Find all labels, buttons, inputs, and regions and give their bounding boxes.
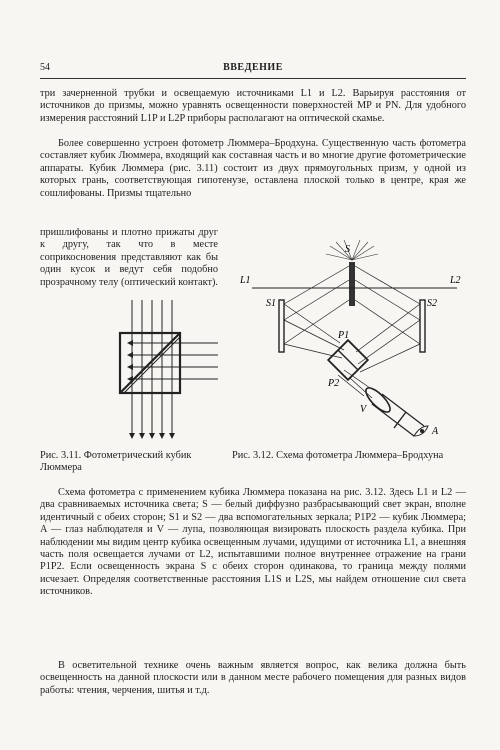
paragraph-2: Более совершенно устроен фотометр Люммера–Бродхуна. Существенную часть фотометра составляет кубик Люммера, входящий как составная часть и во многие другие фотометрические аппараты. Кубик Люммера (рис. 3.11) состоит из двух прямоугольных призм, у одной из которых грань, соответствующая гипотенузе, оставлена плоской только в центре, края же сошлифованы. Призмы тщательно (40, 138, 466, 199)
mirror-s2 (420, 300, 425, 352)
figure-3-12-caption: Рис. 3.12. Схема фотометра Люммера–Бродхуна (232, 450, 444, 461)
figure-lummer-cube (80, 298, 220, 443)
label-l1: L1 (240, 275, 251, 286)
screen-starburst (326, 240, 378, 260)
figure-photometer-scheme (232, 240, 472, 450)
label-a: A (432, 426, 439, 437)
label-p2: P2 (328, 378, 340, 389)
label-l2: L2 (450, 275, 461, 286)
lummer-cube-small (328, 340, 368, 380)
paragraph-4: В осветительной технике очень важным является вопрос, как велика должна быть освещенность на данной плоскости или в данном месте рабочего помещения для разных видов работы: чтения, черчения, шитья и т.д. (40, 660, 466, 696)
figure-3-11-caption: Рис. 3.11. Фотометрический кубик Люммера (40, 450, 192, 474)
vertical-rays (132, 300, 172, 438)
label-p1: P1 (338, 330, 350, 341)
running-title: ВВЕДЕНИЕ (223, 62, 283, 73)
paragraph-1: три зачерненной трубки и освещаемую источниками L1 и L2. Варьируя расстояния от источников до призмы, можно уравнять освещенности поверхностей MP и PN. Для удобного измерения расстояний L1P и L2P приборы располагают на оптической скамье. (40, 88, 466, 124)
paragraph-3: Схема фотометра с применением кубика Люммера показана на рис. 3.12. Здесь L1 и L2 — два сравниваемых источника света; S — белый диффузно разбрасывающий свет экран, вполне идентичный с обеих сторон; S1 и S2 — два вспомогательных зеркала; P1P2 — кубик Люммера; A — глаз наблюдателя и V — лупа, позволяющая визировать плоскость раздела кубика. При наблюдении мы видим центр кубика освещенным лучами, идущими от источника L1, а внешняя часть поля освещается лучами от L2, испытавшими полное внутреннее отражение на грани P1P2. Если освещенность экрана S с обеих сторон одинакова, то граница между полями исчезает. Определяя соответственные расстояния L1S и L2S, мы найдем отношение сил света источников. (40, 487, 466, 598)
page-number: 54 (40, 62, 50, 73)
cube-hypotenuse (120, 333, 180, 393)
label-v: V (360, 404, 367, 415)
label-s: S (345, 244, 350, 255)
paragraph-2-wrapped: пришлифованы и плотно прижаты друг к другу, так что в месте соприкосновения представляют как бы один кусок и ведут себя подобно прозрачному телу (оптический контакт). (40, 227, 218, 288)
mirror-s1 (279, 300, 284, 352)
label-s1: S1 (266, 298, 276, 309)
running-header (40, 62, 466, 79)
screen-s (349, 262, 355, 306)
label-s2: S2 (427, 298, 437, 309)
